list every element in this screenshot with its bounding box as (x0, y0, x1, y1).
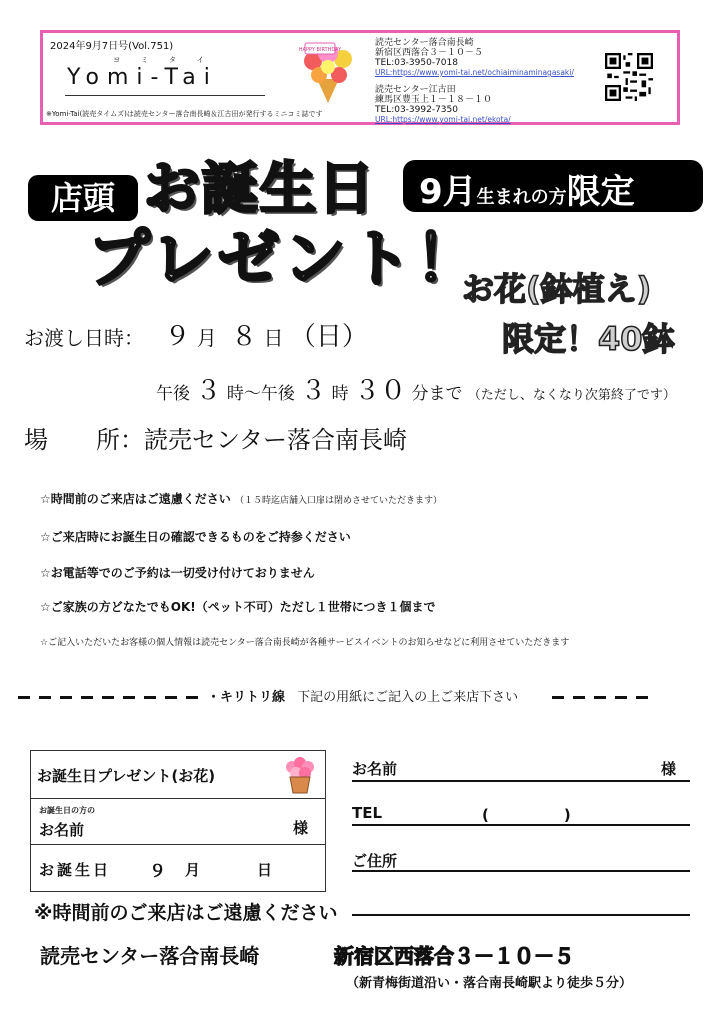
in-store-tag: 店頭 (28, 175, 138, 221)
born-label: 生まれの方 (476, 187, 567, 208)
branch-url-link[interactable]: URL:https://www.yomi-tai.net/ekota/ (375, 115, 511, 124)
date-day-unit: 日 (263, 326, 284, 350)
handout-time (156, 370, 676, 407)
branch-name: 読売センター落合南長崎 (375, 38, 474, 48)
headline-present: プレゼント！ (88, 222, 482, 295)
branch-address: 練馬区豊玉上１－１８－１０ (375, 95, 493, 105)
address-field[interactable] (352, 850, 690, 876)
footer-address: 新宿区西落合３－１０－５ (334, 944, 574, 968)
date-label: お渡し日時： (24, 326, 144, 350)
place-name: 読売センター落合南長崎 (144, 426, 408, 454)
note-item (40, 490, 442, 507)
headline-birthday: お誕生日 (144, 157, 376, 222)
coupon-day-unit: 日 (257, 861, 273, 879)
place-label: 場 所： (24, 426, 144, 454)
branch-ochiai (375, 38, 574, 78)
time-start-hour: ３ (195, 376, 222, 406)
name-field[interactable] (352, 758, 690, 784)
date-day: ８ (231, 322, 258, 352)
name-field-sama: 様 (660, 760, 676, 778)
time-end-minute: ３０ (354, 376, 407, 406)
title-underline (65, 95, 265, 96)
note-text: ☆時間前のご来店はご遠慮ください (40, 492, 231, 506)
footer-access: （新青梅街道沿い・落合南長崎駅より徒歩５分） (346, 976, 633, 991)
time-unit-3: 分まで (411, 384, 463, 404)
time-note: （ただし、なくなり次第終了です） (467, 388, 676, 403)
newsletter-title: Yomi-Tai (67, 65, 218, 90)
date-weekday: （日） (289, 322, 368, 352)
branch-url-link[interactable]: URL:https://www.yomi-tai.net/ochiaiminaminagasaki/ (375, 68, 574, 77)
coupon-name-label: お名前 (39, 821, 85, 839)
month-limited-tag (403, 160, 703, 212)
coupon-birthday-label: お誕生日 (39, 861, 112, 879)
limited-label: 限定 (566, 172, 635, 212)
publisher-note: ※Yomi-Tai(読売タイムズ)は読売センター落合南長崎＆江古田が発行するミニコミ誌です (46, 110, 323, 118)
name-field-label: お名前 (352, 760, 398, 778)
branch-tel: TEL:03-3950-7018 (375, 58, 458, 68)
coupon-title: お誕生日プレゼント(お花) (37, 767, 216, 785)
time-unit-2: 時 (331, 384, 349, 404)
coupon-title-row (31, 751, 325, 799)
bouquet-label: HAPPY BIRTHDAY (299, 47, 342, 53)
address-field-label: ご住所 (352, 852, 398, 870)
cut-line (18, 686, 718, 705)
footer-store-name: 読売センター落合南長崎 (40, 944, 260, 968)
cut-line-label: ・キリトリ線 (207, 690, 286, 705)
limited-quantity-label: 限定！40鉢 (502, 320, 675, 358)
month-label: 9月 (419, 172, 477, 212)
privacy-note: ☆ご記入いただいたお客様の個人情報は読売センター落合南長崎が各種サービスイベントのお知らせなどに利用させていただきます (40, 638, 570, 648)
coupon-birthday-row[interactable] (31, 845, 325, 891)
title-ruby: ヨミタイ (113, 56, 225, 64)
flower-pot-label: お花(鉢植え) (462, 270, 652, 308)
birthday-bouquet-icon (299, 39, 357, 105)
handout-place (24, 420, 407, 455)
coupon-birthday-month: ９ (149, 862, 166, 882)
handout-date (24, 316, 368, 353)
branch-address: 新宿区西落合３－１０－５ (375, 48, 484, 58)
branch-tel: TEL:03-3992-7350 (375, 105, 458, 115)
tel-field-label: TEL (352, 804, 383, 822)
qr-code-icon[interactable] (605, 53, 653, 101)
newsletter-header (40, 30, 680, 125)
time-prefix: 午後 (156, 384, 190, 404)
note-item: ☆お電話等でのご予約は一切受け付けておりません (40, 566, 315, 580)
tel-field[interactable] (352, 804, 690, 830)
branch-name: 読売センター江古田 (375, 85, 456, 95)
coupon-name-small: お誕生日の方の (39, 806, 95, 815)
cut-instruction: 下記の用紙にご記入の上ご来店下さい (297, 690, 519, 705)
coupon-sama: 様 (293, 819, 309, 837)
coupon-warning: ※時間前のご来店はご遠慮ください (34, 902, 338, 924)
date-month-unit: 月 (196, 326, 217, 350)
note-subtext: （１５時迄店舗入口扉は閉めさせていただきます） (234, 496, 442, 506)
branch-ekota (375, 85, 511, 125)
issue-date: 2024年9月7日号(Vol.751) (50, 41, 174, 52)
note-item: ☆ご家族の方どなたでもOK!（ペット不可）ただし１世帯につき１個まで (40, 600, 436, 614)
address-field-line2[interactable] (352, 892, 690, 918)
time-unit-1: 時～午後 (226, 384, 295, 404)
flower-pot-icon (280, 755, 320, 795)
coupon-box (30, 750, 326, 892)
coupon-name-row[interactable] (31, 799, 325, 845)
time-end-hour: ３ (300, 376, 327, 406)
tel-field-paren: ( ) (482, 806, 571, 824)
note-item: ☆ご来店時にお誕生日の確認できるものをご持参ください (40, 530, 351, 544)
date-month: ９ (164, 322, 191, 352)
coupon-month-unit: 月 (185, 861, 201, 879)
